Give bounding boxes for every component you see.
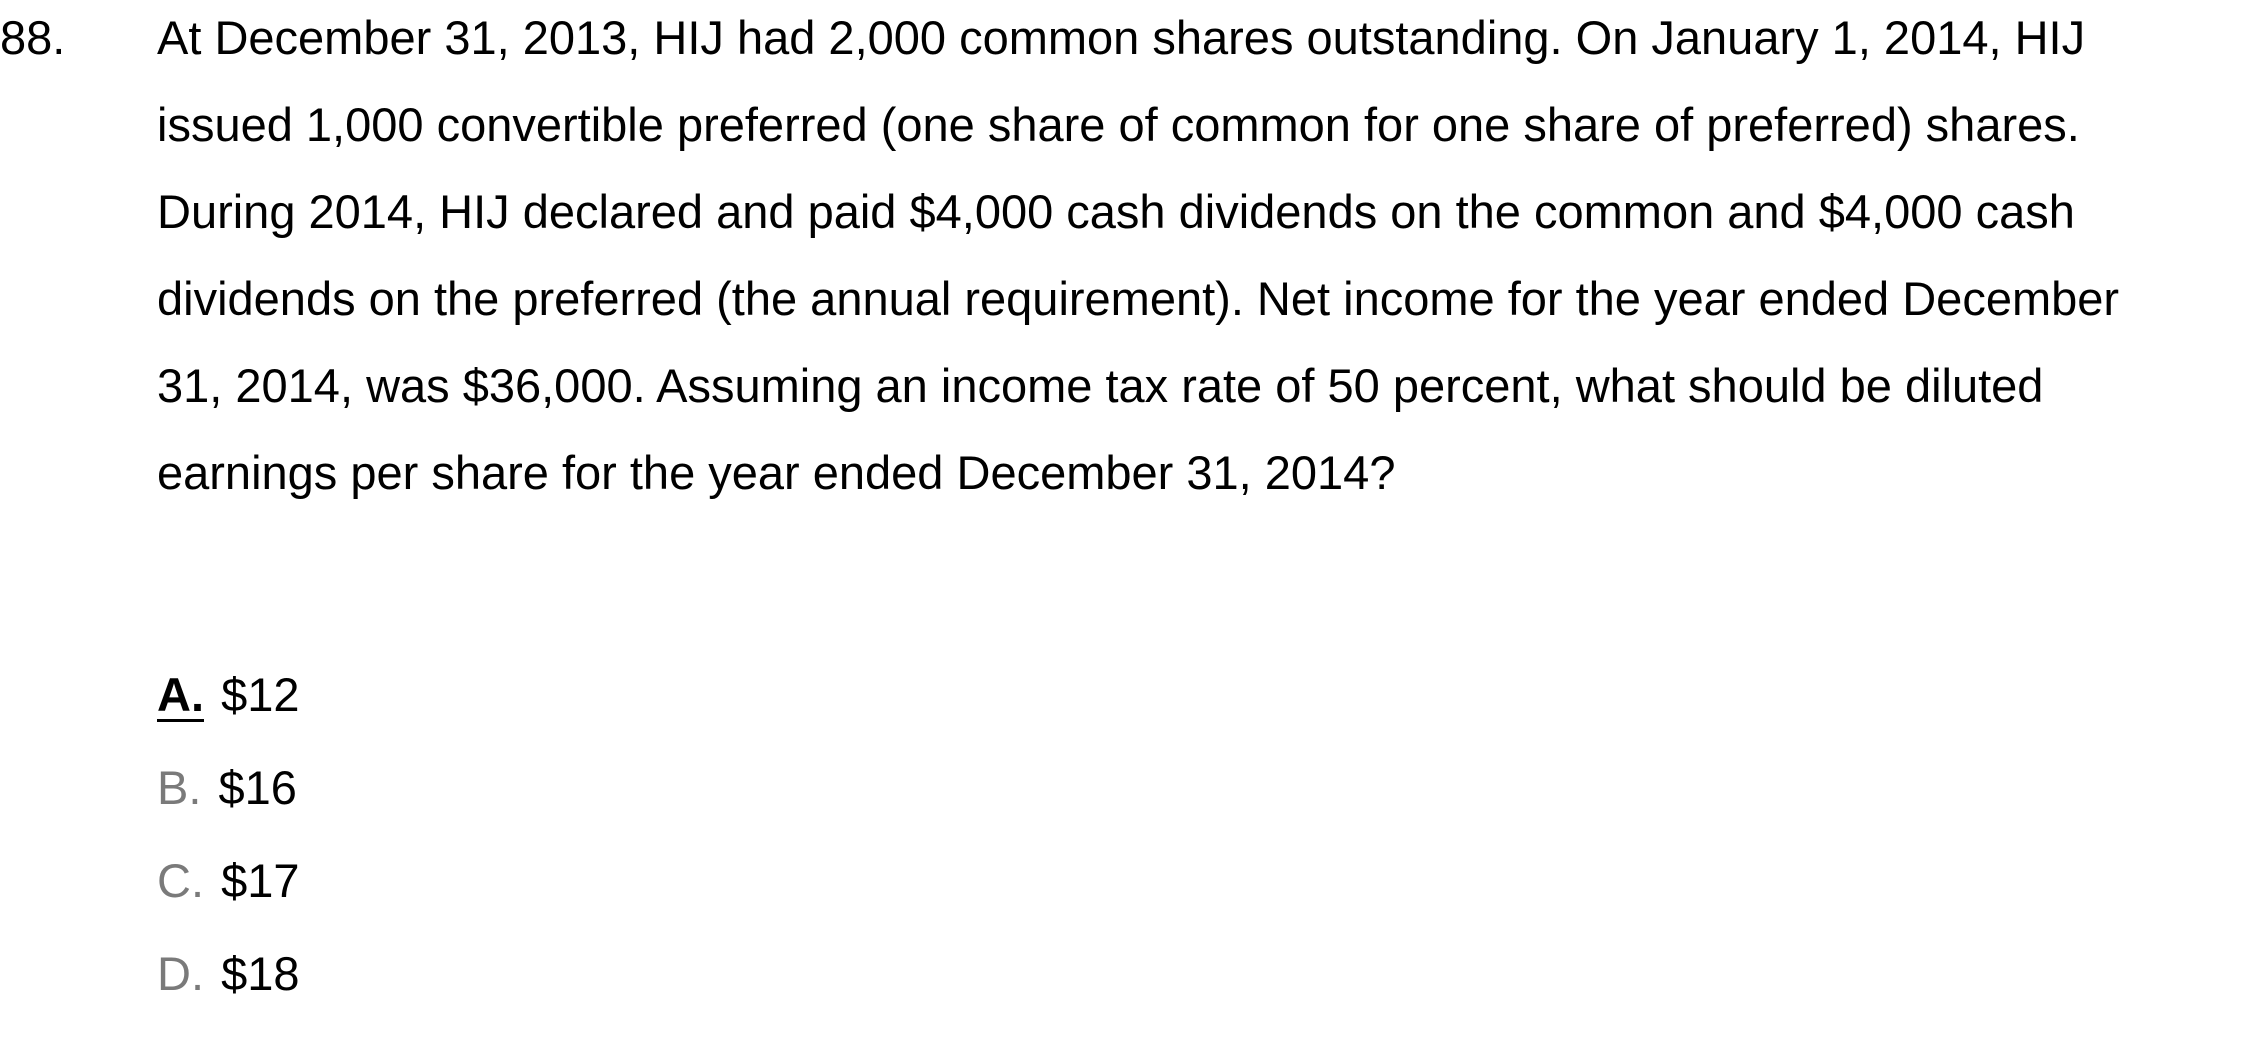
- question-line: At December 31, 2013, HIJ had 2,000 common shares outstanding. On January 1, 2014, HIJ: [157, 11, 2086, 64]
- answer-value: $17: [221, 854, 300, 907]
- question-line: dividends on the preferred (the annual requirement). Net income for the year ended December: [157, 272, 2120, 325]
- answer-option-a[interactable]: [157, 665, 299, 758]
- question-line: issued 1,000 convertible preferred (one share of common for one share of preferred) shares.: [157, 98, 2080, 151]
- question-line: During 2014, HIJ declared and paid $4,000 cash dividends on the common and $4,000 cash: [157, 185, 2075, 238]
- answer-letter: C.: [157, 854, 204, 907]
- answer-letter: D.: [157, 947, 204, 1000]
- answer-options: [157, 665, 299, 1037]
- answer-option-c[interactable]: [157, 851, 299, 944]
- answer-value: $18: [221, 947, 300, 1000]
- question-line: 31, 2014, was $36,000. Assuming an income tax rate of 50 percent, what should be diluted: [157, 359, 2044, 412]
- answer-letter: B.: [157, 761, 202, 814]
- answer-option-b[interactable]: [157, 758, 299, 851]
- question-number: 88.: [0, 11, 66, 64]
- answer-option-d[interactable]: [157, 944, 299, 1037]
- answer-value: $12: [221, 668, 300, 721]
- answer-value: $16: [218, 761, 297, 814]
- question-line: earnings per share for the year ended December 31, 2014?: [157, 446, 1396, 499]
- answer-letter: A.: [157, 668, 204, 721]
- question-text: [157, 8, 2257, 530]
